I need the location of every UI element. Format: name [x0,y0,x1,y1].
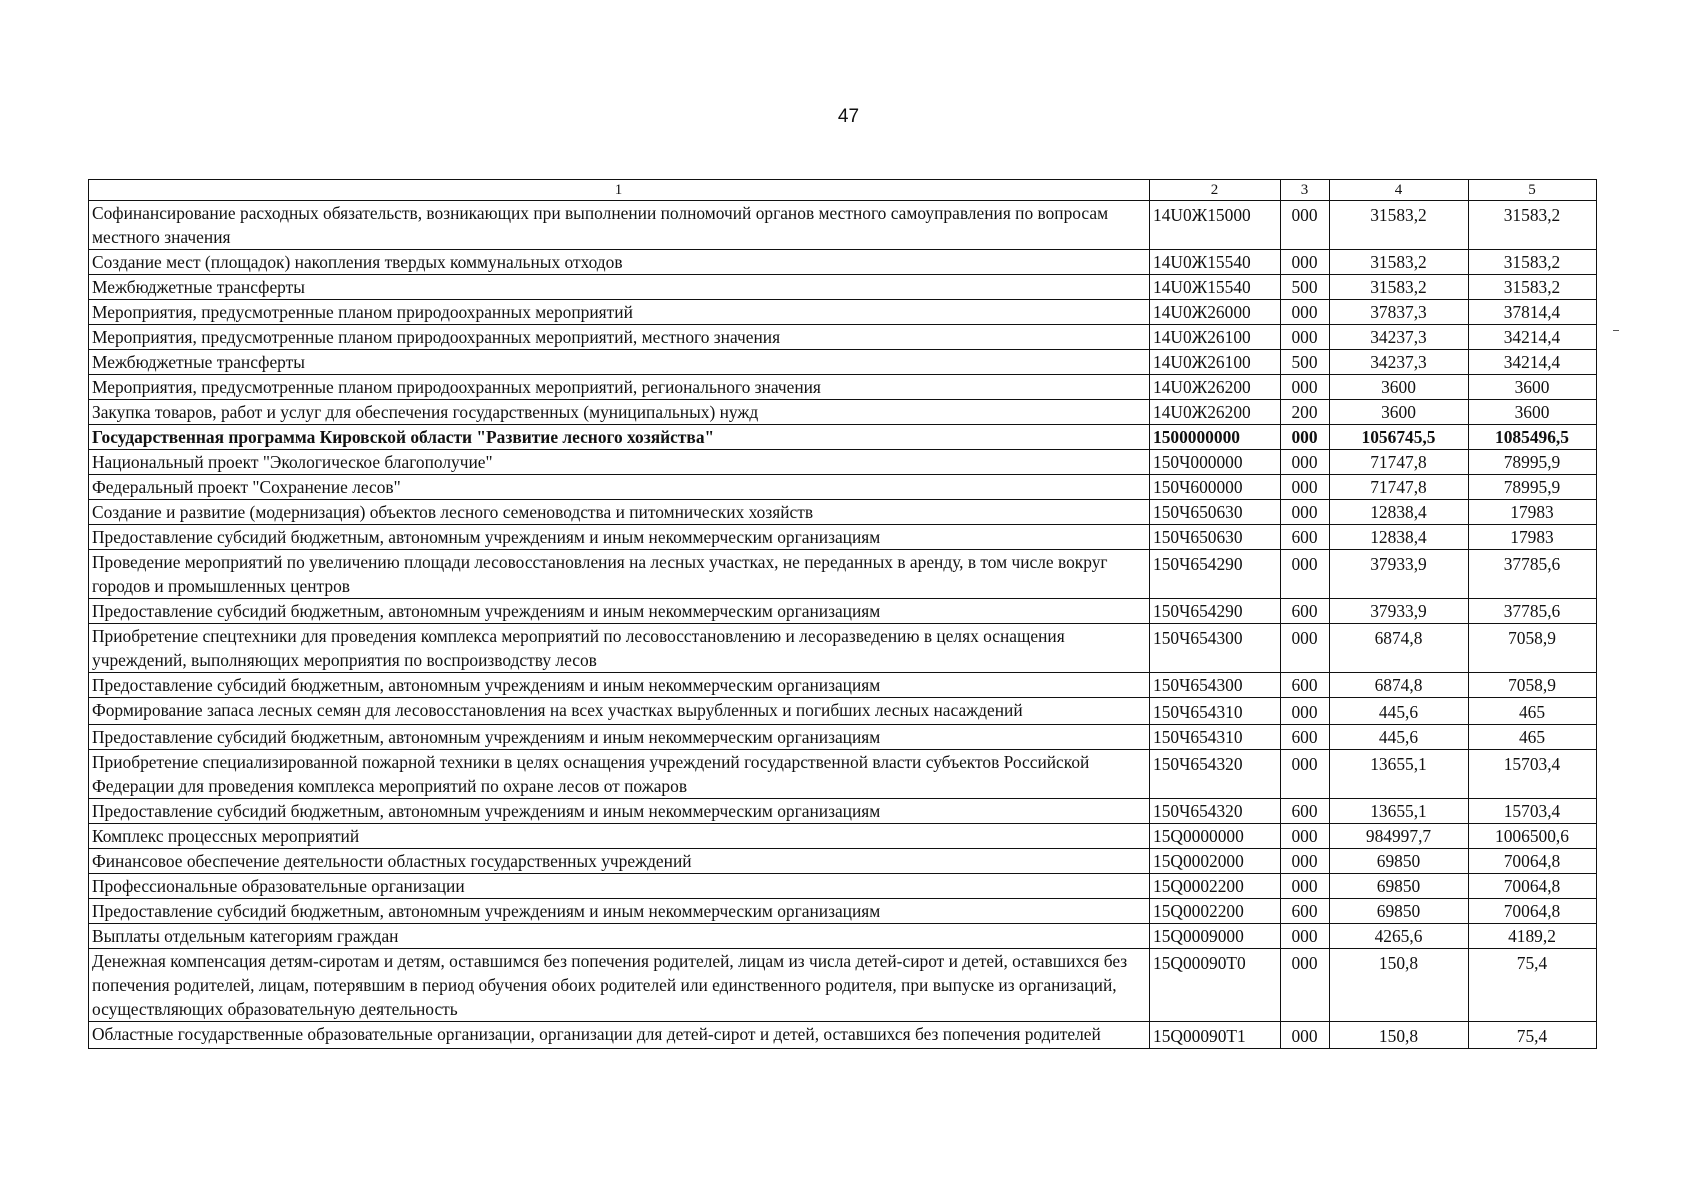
row-amount-1-cell: 31583,2 [1330,201,1469,250]
row-amount-2-cell: 31583,2 [1469,250,1597,275]
row-expense-type-cell: 000 [1281,624,1330,673]
row-expense-type-cell: 000 [1281,201,1330,250]
row-amount-1-cell: 6874,8 [1330,673,1469,698]
row-amount-1-cell: 34237,3 [1330,325,1469,350]
table-row [89,849,1597,874]
row-code-cell: 15Q0002000 [1150,849,1281,874]
row-code-cell: 150Ч000000 [1150,450,1281,475]
row-amount-1-cell: 37933,9 [1330,599,1469,624]
budget-table [88,179,1597,1049]
table-row [89,1022,1597,1049]
row-amount-1-cell: 37933,9 [1330,550,1469,599]
row-expense-type-cell: 600 [1281,599,1330,624]
row-expense-type-cell: 600 [1281,899,1330,924]
table-row [89,673,1597,698]
row-name-cell: Приобретение специализированной пожарной техники в целях оснащения учреждений государственной власти субъектов Российской Федерации для проведения комплекса мероприятий по охране лесов от пожаров [89,750,1150,799]
row-expense-type-cell: 600 [1281,525,1330,550]
row-amount-2-cell: 70064,8 [1469,849,1597,874]
row-name-cell: Создание мест (площадок) накопления твердых коммунальных отходов [89,250,1150,275]
row-expense-type-cell: 000 [1281,450,1330,475]
row-expense-type-cell: 600 [1281,673,1330,698]
table-row [89,450,1597,475]
row-code-cell: 150Ч654300 [1150,624,1281,673]
row-amount-2-cell: 34214,4 [1469,325,1597,350]
table-row [89,325,1597,350]
table-row [89,250,1597,275]
page-number: 47 [837,106,860,127]
table-row [89,350,1597,375]
row-amount-1-cell: 13655,1 [1330,799,1469,824]
row-expense-type-cell: 000 [1281,1022,1330,1049]
row-amount-1-cell: 69850 [1330,874,1469,899]
row-expense-type-cell: 000 [1281,949,1330,1022]
row-code-cell: 150Ч600000 [1150,475,1281,500]
row-name-cell: Мероприятия, предусмотренные планом природоохранных мероприятий, местного значения [89,325,1150,350]
table-row [89,750,1597,799]
row-code-cell: 150Ч654290 [1150,599,1281,624]
row-amount-2-cell: 75,4 [1469,949,1597,1022]
table-row [89,924,1597,949]
row-amount-2-cell: 37785,6 [1469,550,1597,599]
row-amount-2-cell: 37785,6 [1469,599,1597,624]
table-row [89,400,1597,425]
row-amount-1-cell: 150,8 [1330,949,1469,1022]
row-name-cell: Приобретение спецтехники для проведения комплекса мероприятий по лесовосстановлению и лесоразведению в целях оснащения учреждений, выполняющих мероприятия по воспроизводству лесов [89,624,1150,673]
row-name-cell: Проведение мероприятий по увеличению площади лесовосстановления на лесных участках, не переданных в аренду, в том числе вокруг городов и промышленных центров [89,550,1150,599]
row-code-cell: 14U0Ж26100 [1150,325,1281,350]
row-name-cell: Межбюджетные трансферты [89,350,1150,375]
row-name-cell: Комплекс процессных мероприятий [89,824,1150,849]
row-amount-2-cell: 1006500,6 [1469,824,1597,849]
row-expense-type-cell: 000 [1281,475,1330,500]
row-amount-1-cell: 37837,3 [1330,300,1469,325]
row-code-cell: 150Ч654310 [1150,725,1281,750]
row-code-cell: 14U0Ж26200 [1150,375,1281,400]
table-row [89,624,1597,673]
row-code-cell: 150Ч654300 [1150,673,1281,698]
table-row [89,874,1597,899]
row-amount-1-cell: 445,6 [1330,698,1469,725]
row-code-cell: 14U0Ж15540 [1150,250,1281,275]
row-amount-1-cell: 34237,3 [1330,350,1469,375]
row-code-cell: 14U0Ж26000 [1150,300,1281,325]
table-row [89,949,1597,1022]
row-name-cell: Софинансирование расходных обязательств, возникающих при выполнении полномочий органов местного самоуправления по вопросам местного значения [89,201,1150,250]
row-name-cell: Предоставление субсидий бюджетным, автономным учреждениям и иным некоммерческим организациям [89,899,1150,924]
budget-table-body [89,180,1597,1049]
row-amount-1-cell: 150,8 [1330,1022,1469,1049]
row-code-cell: 150Ч650630 [1150,525,1281,550]
row-expense-type-cell: 500 [1281,350,1330,375]
row-amount-2-cell: 3600 [1469,400,1597,425]
row-code-cell: 14U0Ж26100 [1150,350,1281,375]
table-row [89,300,1597,325]
row-code-cell: 15Q0009000 [1150,924,1281,949]
row-amount-2-cell: 34214,4 [1469,350,1597,375]
row-expense-type-cell: 500 [1281,275,1330,300]
row-code-cell: 15Q00090T0 [1150,949,1281,1022]
row-amount-1-cell: 31583,2 [1330,275,1469,300]
row-amount-2-cell: 4189,2 [1469,924,1597,949]
row-name-cell: Предоставление субсидий бюджетным, автономным учреждениям и иным некоммерческим организациям [89,799,1150,824]
row-code-cell: 14U0Ж26200 [1150,400,1281,425]
column-header-2: 2 [1150,180,1281,201]
table-row [89,475,1597,500]
row-name-cell: Финансовое обеспечение деятельности областных государственных учреждений [89,849,1150,874]
row-amount-1-cell: 984997,7 [1330,824,1469,849]
row-name-cell: Областные государственные образовательные организации, организации для детей-сирот и детей, оставшихся без попечения родителей [89,1022,1150,1049]
row-code-cell: 1500000000 [1150,425,1281,450]
row-amount-1-cell: 1056745,5 [1330,425,1469,450]
table-row [89,599,1597,624]
row-code-cell: 150Ч654310 [1150,698,1281,725]
row-amount-1-cell: 445,6 [1330,725,1469,750]
row-amount-2-cell: 1085496,5 [1469,425,1597,450]
row-amount-2-cell: 75,4 [1469,1022,1597,1049]
row-expense-type-cell: 000 [1281,500,1330,525]
row-expense-type-cell: 000 [1281,375,1330,400]
row-name-cell: Межбюджетные трансферты [89,275,1150,300]
row-name-cell: Федеральный проект "Сохранение лесов" [89,475,1150,500]
row-name-cell: Денежная компенсация детям-сиротам и детям, оставшимся без попечения родителей, лицам из числа детей-сирот и детей, оставшихся без попечения родителей, лицам, потерявшим в период обучения обоих родителей или единственного родителя, при выпуске из организаций, осуществляющих образовательную деятельность [89,949,1150,1022]
row-amount-1-cell: 12838,4 [1330,500,1469,525]
table-row [89,500,1597,525]
column-header-1: 1 [89,180,1150,201]
table-row [89,725,1597,750]
row-code-cell: 15Q00090T1 [1150,1022,1281,1049]
row-amount-1-cell: 13655,1 [1330,750,1469,799]
row-code-cell: 150Ч654320 [1150,750,1281,799]
row-expense-type-cell: 000 [1281,550,1330,599]
row-amount-1-cell: 69850 [1330,849,1469,874]
table-row [89,799,1597,824]
row-amount-2-cell: 78995,9 [1469,450,1597,475]
row-expense-type-cell: 000 [1281,325,1330,350]
row-expense-type-cell: 000 [1281,300,1330,325]
row-amount-1-cell: 71747,8 [1330,450,1469,475]
row-name-cell: Закупка товаров, работ и услуг для обеспечения государственных (муниципальных) нужд [89,400,1150,425]
row-amount-2-cell: 17983 [1469,500,1597,525]
table-row [89,375,1597,400]
table-row [89,899,1597,924]
row-expense-type-cell: 600 [1281,725,1330,750]
row-expense-type-cell: 000 [1281,924,1330,949]
row-expense-type-cell: 000 [1281,698,1330,725]
row-amount-1-cell: 3600 [1330,375,1469,400]
row-amount-2-cell: 70064,8 [1469,874,1597,899]
row-expense-type-cell: 000 [1281,250,1330,275]
row-code-cell: 14U0Ж15540 [1150,275,1281,300]
row-expense-type-cell: 600 [1281,799,1330,824]
row-amount-2-cell: 15703,4 [1469,750,1597,799]
column-header-3: 3 [1281,180,1330,201]
row-expense-type-cell: 000 [1281,425,1330,450]
row-amount-2-cell: 15703,4 [1469,799,1597,824]
row-amount-2-cell: 78995,9 [1469,475,1597,500]
row-expense-type-cell: 000 [1281,849,1330,874]
row-amount-2-cell: 31583,2 [1469,201,1597,250]
row-amount-2-cell: 3600 [1469,375,1597,400]
row-name-cell: Предоставление субсидий бюджетным, автономным учреждениям и иным некоммерческим организациям [89,525,1150,550]
row-code-cell: 14U0Ж15000 [1150,201,1281,250]
row-amount-2-cell: 7058,9 [1469,624,1597,673]
row-amount-1-cell: 12838,4 [1330,525,1469,550]
row-amount-1-cell: 4265,6 [1330,924,1469,949]
row-amount-2-cell: 37814,4 [1469,300,1597,325]
row-code-cell: 150Ч654320 [1150,799,1281,824]
row-name-cell: Государственная программа Кировской области "Развитие лесного хозяйства" [89,425,1150,450]
row-amount-2-cell: 465 [1469,725,1597,750]
table-row [89,201,1597,250]
row-name-cell: Предоставление субсидий бюджетным, автономным учреждениям и иным некоммерческим организациям [89,725,1150,750]
row-amount-2-cell: 7058,9 [1469,673,1597,698]
row-amount-1-cell: 71747,8 [1330,475,1469,500]
row-name-cell: Мероприятия, предусмотренные планом природоохранных мероприятий [89,300,1150,325]
row-name-cell: Профессиональные образовательные организации [89,874,1150,899]
row-name-cell: Выплаты отдельным категориям граждан [89,924,1150,949]
row-amount-1-cell: 3600 [1330,400,1469,425]
row-amount-1-cell: 6874,8 [1330,624,1469,673]
row-name-cell: Предоставление субсидий бюджетным, автономным учреждениям и иным некоммерческим организациям [89,673,1150,698]
table-row [89,550,1597,599]
table-row [89,525,1597,550]
column-header-5: 5 [1469,180,1597,201]
table-row [89,275,1597,300]
row-amount-2-cell: 70064,8 [1469,899,1597,924]
row-name-cell: Предоставление субсидий бюджетным, автономным учреждениям и иным некоммерческим организациям [89,599,1150,624]
column-number-row [89,180,1597,201]
row-expense-type-cell: 200 [1281,400,1330,425]
row-amount-1-cell: 31583,2 [1330,250,1469,275]
row-name-cell: Национальный проект "Экологическое благополучие" [89,450,1150,475]
row-name-cell: Формирование запаса лесных семян для лесовосстановления на всех участках вырубленных и погибших лесных насаждений [89,698,1150,725]
row-amount-2-cell: 465 [1469,698,1597,725]
row-name-cell: Создание и развитие (модернизация) объектов лесного семеноводства и питомнических хозяйств [89,500,1150,525]
table-row [89,824,1597,849]
row-code-cell: 15Q0002200 [1150,874,1281,899]
row-expense-type-cell: 000 [1281,874,1330,899]
column-header-4: 4 [1330,180,1469,201]
table-row [89,425,1597,450]
row-expense-type-cell: 000 [1281,750,1330,799]
row-code-cell: 150Ч654290 [1150,550,1281,599]
row-amount-2-cell: 17983 [1469,525,1597,550]
row-code-cell: 150Ч650630 [1150,500,1281,525]
row-code-cell: 15Q0000000 [1150,824,1281,849]
table-row [89,698,1597,725]
row-code-cell: 15Q0002200 [1150,899,1281,924]
scan-mark [1613,330,1619,331]
row-amount-2-cell: 31583,2 [1469,275,1597,300]
row-name-cell: Мероприятия, предусмотренные планом природоохранных мероприятий, регионального значения [89,375,1150,400]
row-expense-type-cell: 000 [1281,824,1330,849]
row-amount-1-cell: 69850 [1330,899,1469,924]
